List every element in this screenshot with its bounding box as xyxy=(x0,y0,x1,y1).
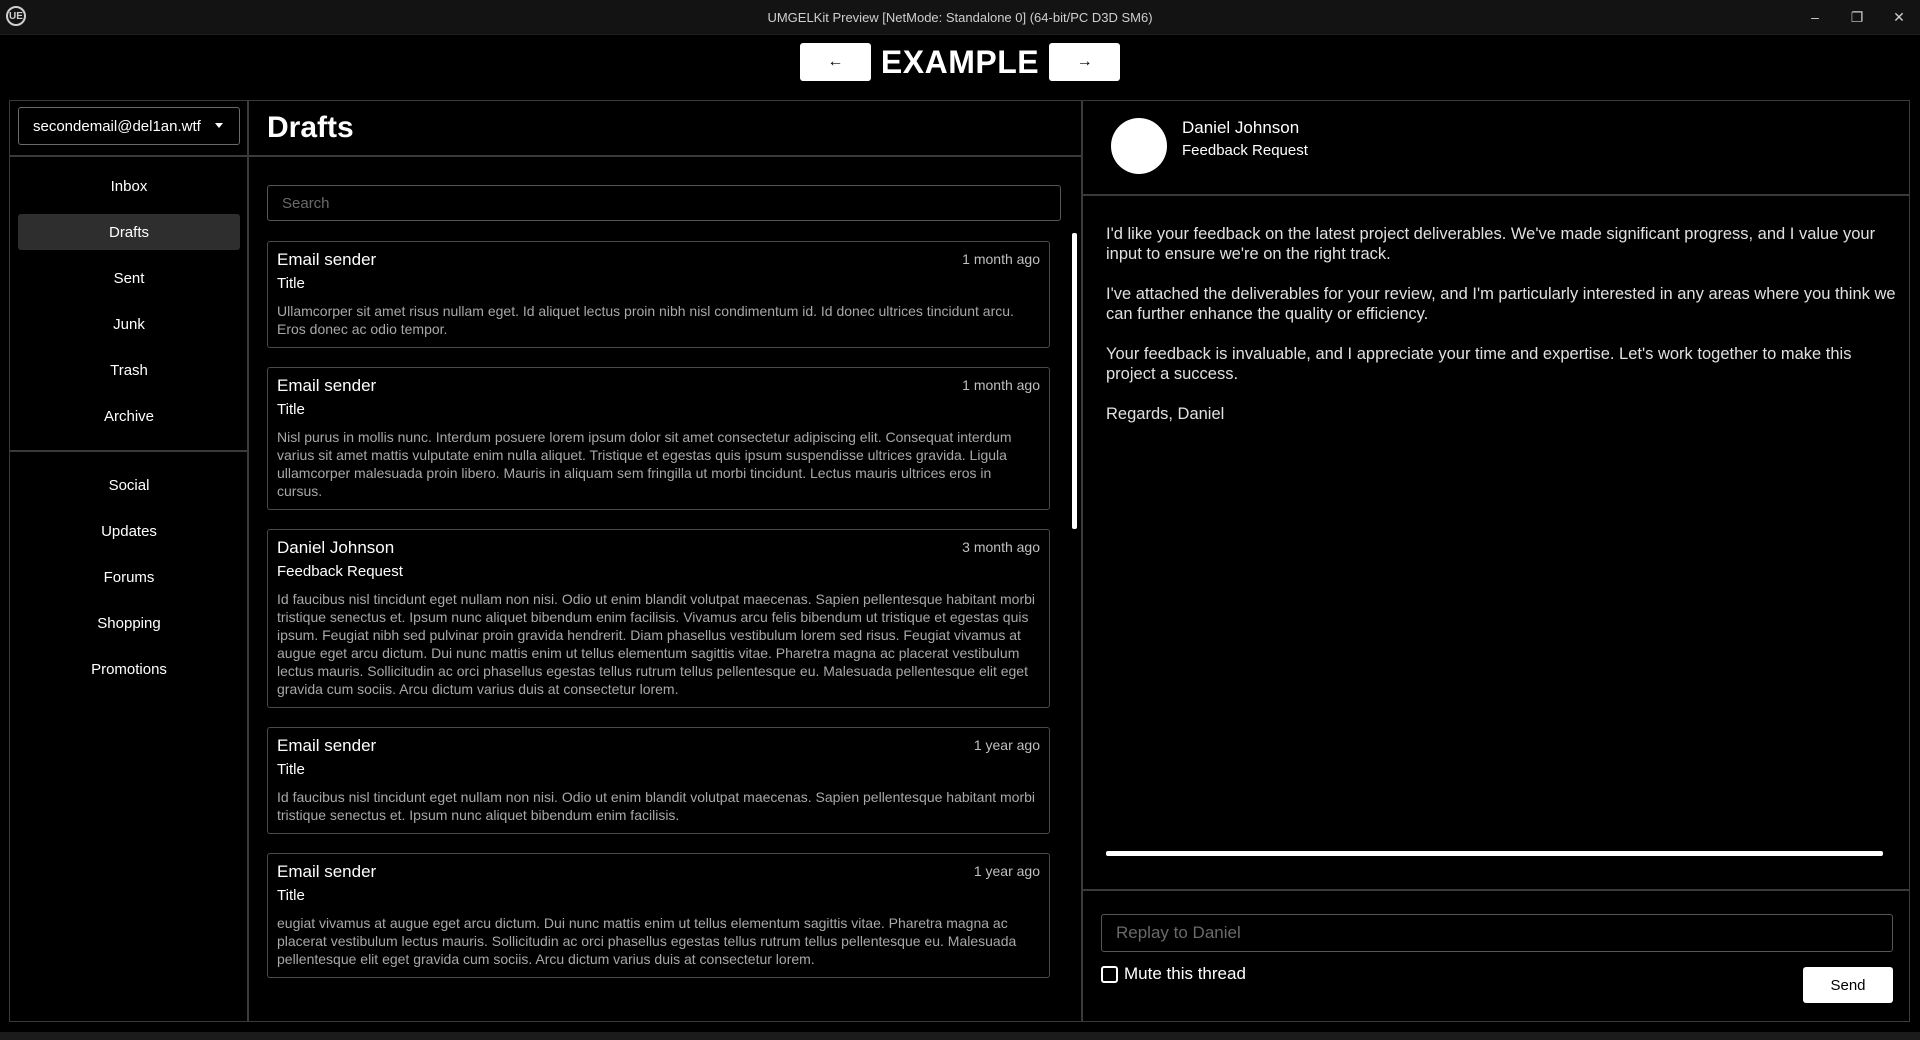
chevron-down-icon xyxy=(215,123,223,128)
message-card[interactable] xyxy=(267,241,1050,348)
sidebar-divider xyxy=(10,155,247,157)
message-sender: Email sender xyxy=(277,376,377,395)
message-body xyxy=(1106,224,1896,444)
window-controls xyxy=(1794,0,1920,34)
message-preview: eugiat vivamus at augue eget arcu dictum. Dui nunc mattis enim ut tellus elementum sagittis vitae. Pharetra magna ac placerat vestibulum lectus mauris. Sollicitudin ac orci phasellus egestas tellus rutrum tellus pellentesque eu. Malesuada pellentesque elit eget gravida cum sociis. Arcu dictum varius duis at consectetur lorem. xyxy=(277,915,1017,967)
avatar xyxy=(1111,118,1167,174)
mute-checkbox[interactable] xyxy=(1101,966,1118,983)
mute-label: Mute this thread xyxy=(1124,964,1246,983)
account-switcher[interactable] xyxy=(18,107,240,145)
mail-app xyxy=(9,100,1910,1022)
message-preview: Nisl purus in mollis nunc. Interdum posuere lorem ipsum dolor sit amet consectetur adipiscing elit. Consequat interdum varius sit amet mattis vulputate enim nulla aliquet. Tristique et egestas quis ipsum suspendisse ultrices gravida. Ligula ullamcorper malesuada proin libero. Mauris in aliquam sem fringilla ut morbi tincidunt. Lectus mauris ultrices eros in cursus. xyxy=(277,429,1012,499)
example-header xyxy=(0,43,1920,81)
reader-sender: Daniel Johnson xyxy=(1182,118,1300,137)
minimize-icon[interactable]: – xyxy=(1811,9,1819,25)
unreal-logo-icon: UE xyxy=(6,6,26,26)
mute-thread-toggle[interactable] xyxy=(1101,964,1246,984)
restore-icon[interactable]: ❐ xyxy=(1850,8,1864,25)
message-card[interactable] xyxy=(267,853,1050,978)
window-title: UMGELKit Preview [NetMode: Standalone 0] (64-bit/PC D3D SM6) xyxy=(767,9,1153,25)
sidebar-item-promotions[interactable]: Promotions xyxy=(91,660,167,678)
next-example-button[interactable]: → xyxy=(1049,43,1120,81)
prev-example-button[interactable]: ← xyxy=(800,43,871,81)
send-button[interactable]: Send xyxy=(1803,967,1893,1003)
message-sender: Daniel Johnson xyxy=(277,538,395,557)
close-icon[interactable]: ✕ xyxy=(1893,8,1905,25)
bottom-strip xyxy=(0,1032,1920,1040)
sidebar xyxy=(10,101,249,1021)
message-time: 1 month ago xyxy=(962,377,1040,393)
message-time: 1 year ago xyxy=(973,737,1040,753)
sidebar-divider xyxy=(10,450,247,452)
body-horizontal-scrollbar[interactable] xyxy=(1106,851,1883,856)
body-paragraph: I'd like your feedback on the latest project deliverables. We've made significant progress, and I value your input to ensure we're on the right track. xyxy=(1106,225,1876,263)
search-input[interactable] xyxy=(267,185,1061,221)
message-sender: Email sender xyxy=(277,862,377,881)
reading-pane xyxy=(1083,101,1909,1021)
reader-subject: Feedback Request xyxy=(1182,142,1308,159)
message-list xyxy=(267,241,1050,997)
sidebar-item-shopping[interactable]: Shopping xyxy=(97,614,161,632)
sidebar-item-inbox[interactable]: Inbox xyxy=(110,177,148,195)
body-paragraph: Your feedback is invaluable, and I appreciate your time and expertise. Let's work together to make this project a success. xyxy=(1106,345,1852,383)
sidebar-item-drafts[interactable]: Drafts xyxy=(18,214,240,250)
message-title: Title xyxy=(277,275,305,292)
reply-divider xyxy=(1083,889,1909,891)
sidebar-item-trash[interactable]: Trash xyxy=(110,361,148,379)
page-title: Drafts xyxy=(249,101,1081,157)
message-sender: Email sender xyxy=(277,250,377,269)
message-preview: Id faucibus nisl tincidunt eget nullam non nisi. Odio ut enim blandit volutpat maecenas. Sapien pellentesque habitant morbi tristique senectus et. Ipsum nunc aliquet bibendum enim facilisis. xyxy=(277,789,1036,823)
sidebar-item-junk[interactable]: Junk xyxy=(113,315,145,333)
sidebar-folders xyxy=(18,168,240,444)
list-scrollbar[interactable] xyxy=(1072,233,1077,529)
sidebar-item-forums[interactable]: Forums xyxy=(103,568,155,586)
reply-input[interactable] xyxy=(1101,914,1893,952)
message-time: 3 month ago xyxy=(962,539,1040,555)
sidebar-item-archive[interactable]: Archive xyxy=(103,407,155,425)
body-paragraph: I've attached the deliverables for your review, and I'm particularly interested in any areas where you think we can further enhance the quality or efficiency. xyxy=(1106,285,1896,323)
message-sender: Email sender xyxy=(277,736,377,755)
reader-header xyxy=(1083,101,1909,196)
sidebar-item-social[interactable]: Social xyxy=(108,476,150,494)
message-title: Title xyxy=(277,401,305,418)
message-card[interactable] xyxy=(267,529,1050,708)
message-preview: Ullamcorper sit amet risus nullam eget. Id aliquet lectus proin nibh nisl condimentum id. Id donec ultrices tincidunt arcu. Eros donec ac odio tempor. xyxy=(277,303,1014,337)
message-title: Title xyxy=(277,887,305,904)
message-title: Feedback Request xyxy=(277,563,403,580)
sidebar-categories xyxy=(18,467,240,697)
message-card[interactable] xyxy=(267,727,1050,834)
sidebar-item-updates[interactable]: Updates xyxy=(101,522,157,540)
message-card[interactable] xyxy=(267,367,1050,510)
body-paragraph: Regards, Daniel xyxy=(1106,405,1225,423)
message-preview: Id faucibus nisl tincidunt eget nullam non nisi. Odio ut enim blandit volutpat maecenas. Sapien pellentesque habitant morbi tristique senectus et. Ipsum nunc aliquet bibendum enim facilisis. Vivamus arcu felis bibendum ut tristique et egestas quis ipsum. Feugiat nibh sed pulvinar proin gravida hendrerit. Diam phasellus vestibulum lorem sed risus. Feugiat vivamus at augue eget arcu dictum. Dui nunc mattis enim ut tellus elementum sagittis vitae. Pharetra magna ac placerat vestibulum lectus mauris. Sollicitudin ac orci phasellus egestas tellus rutrum tellus pellentesque eu. Malesuada pellentesque elit eget gravida cum sociis. Arcu dictum varius duis at consectetur lorem. xyxy=(277,591,1036,697)
message-list-pane xyxy=(249,101,1083,1021)
window-titlebar xyxy=(0,0,1920,35)
message-time: 1 year ago xyxy=(973,863,1040,879)
message-title: Title xyxy=(277,761,305,778)
example-title: EXAMPLE xyxy=(880,43,1040,80)
account-email: secondemail@del1an.wtf xyxy=(33,117,201,135)
message-time: 1 month ago xyxy=(962,251,1040,267)
sidebar-item-sent[interactable]: Sent xyxy=(113,269,145,287)
